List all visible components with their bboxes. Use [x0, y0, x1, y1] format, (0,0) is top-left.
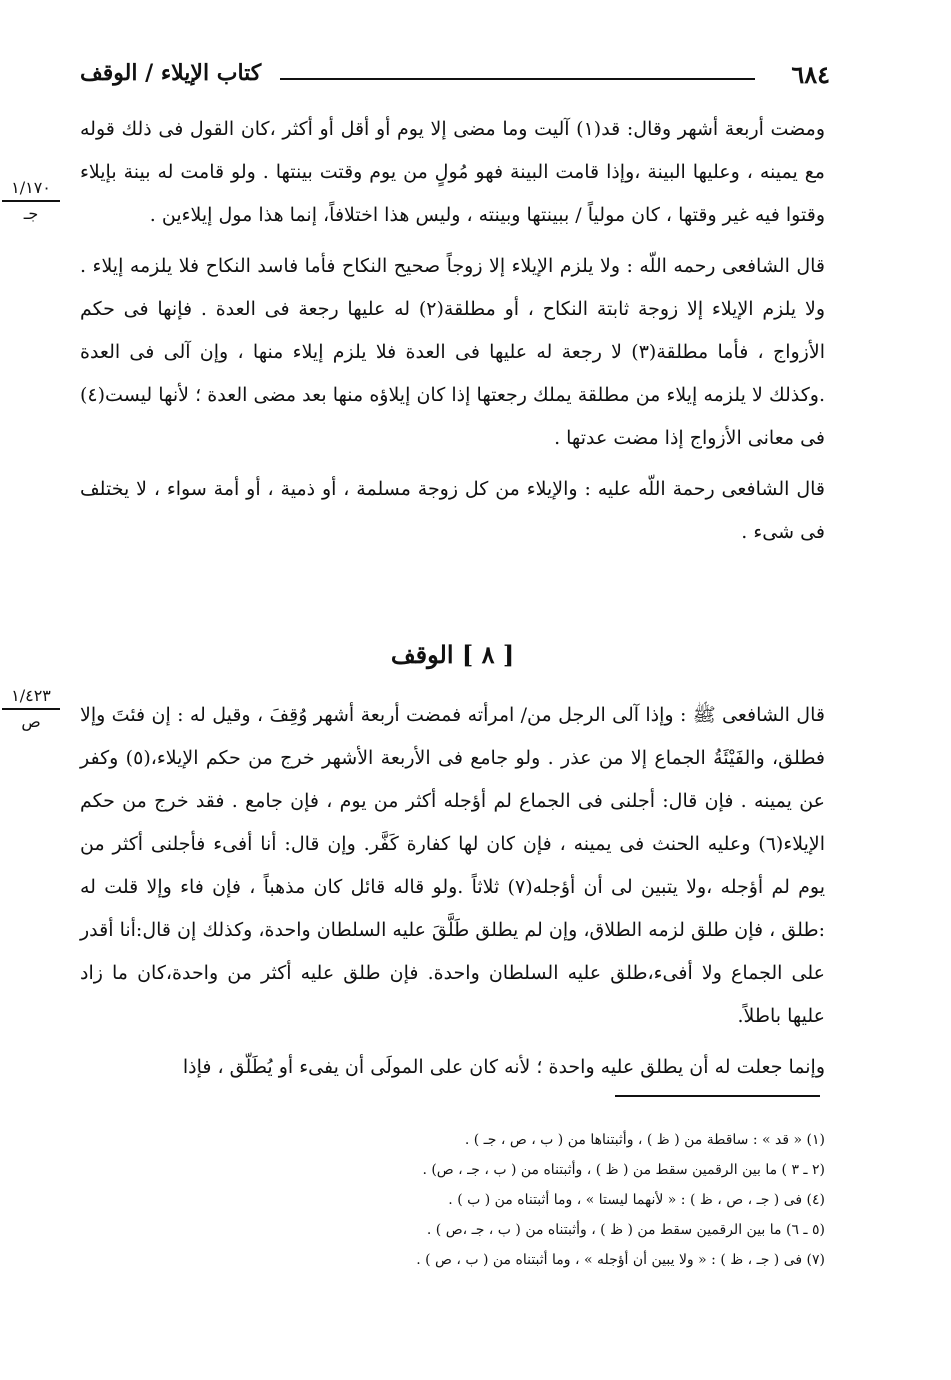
- running-title: كتاب الإيلاء / الوقف: [80, 60, 262, 86]
- margin-reference: [2, 178, 60, 224]
- margin-ref-number: ١/١٧٠: [11, 178, 51, 197]
- body-text-lower: [80, 694, 825, 1097]
- footnote: (١) « قد » : ساقطة من ( ظ ) ، وأثبتناها من ( ب ، ص ، جـ ) .: [464, 1132, 825, 1148]
- margin-reference: [2, 686, 60, 732]
- section-heading: [ ٨ ] الوقف: [390, 640, 515, 669]
- footnote: (٤) فى ( جـ ، ص ، ظ ) : « لأنهما ليستا » ، وما أثبتناه من ( ب ) .: [448, 1192, 825, 1208]
- footnotes: [250, 1125, 825, 1275]
- paragraph: ومضت أربعة أشهر وقال: قد(١) آليت وما مضى إلا يوم أو أقل أو أكثر ،كان القول فى ذلك قوله مع يمينه ، وعليها البينة ،وإذا قامت البينة فهو مُولٍ من يوم وقتت بينتها . ولو قامت له بينة بإيلاء وقتوا فيه غير وقتها ، كان مولياً / ببينتها وبينته ، وليس هذا اختلافاً، إنما هذا مول إيلاءين .: [80, 118, 825, 226]
- paragraph: قال الشافعى رحمه اللّه : ولا يلزم الإيلاء إلا زوجاً صحيح النكاح فأما فاسد النكاح فلا يلزمه إيلاء . ولا يلزم الإيلاء إلا زوجة ثابتة النكاح ، أو مطلقة(٢) له عليها رجعة فى العدة . فإنها فى حكم الأزواج ، فأما مطلقة(٣) لا رجعة له عليها فى العدة فلا يلزم إيلاء منها ، وإن آلى فى العدة .وكذلك لا يلزمه إيلاء من مطلقة يملك رجعتها إذا كان إيلاؤه منها بعد مضى العدة ؛ لأنها ليست(٤) فى معانى الأزواج إذا مضت عدتها .: [80, 255, 825, 449]
- page-number: ٦٨٤: [791, 60, 830, 89]
- footnote: (٥ ـ ٦) ما بين الرقمين سقط من ( ظ ) ، وأثبتناه من ( ب ، جـ ،ص ) .: [426, 1222, 825, 1238]
- margin-ref-number: ١/٤٢٣: [11, 686, 51, 705]
- margin-ref-rule: [2, 200, 60, 202]
- footnote: (٧) فى ( جـ ، ظ ) : « ولا يبين أن أؤجله » ، وما أثبتناه من ( ب ، ص ) .: [416, 1252, 825, 1268]
- paragraph: وإنما جعلت له أن يطلق عليه واحدة ؛ لأنه كان على المولَى أن يفىء أو يُطَلّق ، فإذا: [182, 1056, 825, 1078]
- margin-ref-rule: [2, 708, 60, 710]
- header-rule: [280, 78, 755, 80]
- footnote-rule: [615, 1095, 820, 1097]
- paragraph: قال الشافعى ﷺ : وإذا آلى الرجل من/ امرأته فمضت أربعة أشهر وُقِفَ ، وقيل له : إن فئتَ وإلا فطلق، والفَيْئَةُ الجماع إلا من عذر . ولو جامع فى الأربعة الأشهر خرج من حكم الإيلاء،(٥) وكفر عن يمينه . فإن قال: أجلنى فى الجماع لم أؤجله أكثر من يوم ، فإن جامع . فقد خرج من حكم الإيلاء(٦) وعليه الحنث فى يمينه ، فإن كان لها كفارة كَفَّر. وإن قال: أنا أفىء فأجلنى أكثر من يوم لم أؤجله ،ولا يتبين لى أن أؤجله(٧) ثلاثاً .ولو قاله قائل كان مذهباً ، فإن فاء وإلا قلت له :طلق ، فإن طلق لزمه الطلاق، وإن لم يطلق طَلَّقَ عليه السلطان واحدة، وكذلك إن قال:أنا أقدر على الجماع ولا أفىء،طلق عليه السلطان واحدة. فإن طلق عليه أكثر من واحدة،كان ما زاد عليها باطلاً.: [80, 704, 826, 1027]
- page-header: [80, 58, 830, 98]
- body-text-upper: [80, 108, 825, 562]
- paragraph: قال الشافعى رحمة اللّه عليه : والإيلاء من كل زوجة مسلمة ، أو ذمية ، أو أمة سواء ، لا يختلف فى شىء .: [80, 478, 825, 543]
- footnote: (٢ ـ ٣ ) ما بين الرقمين سقط من ( ظ ) ، وأثبتناه من ( ب ، جـ ، ص) .: [422, 1162, 825, 1178]
- margin-ref-mark: جـ: [23, 204, 39, 223]
- margin-ref-mark: ص: [21, 712, 41, 731]
